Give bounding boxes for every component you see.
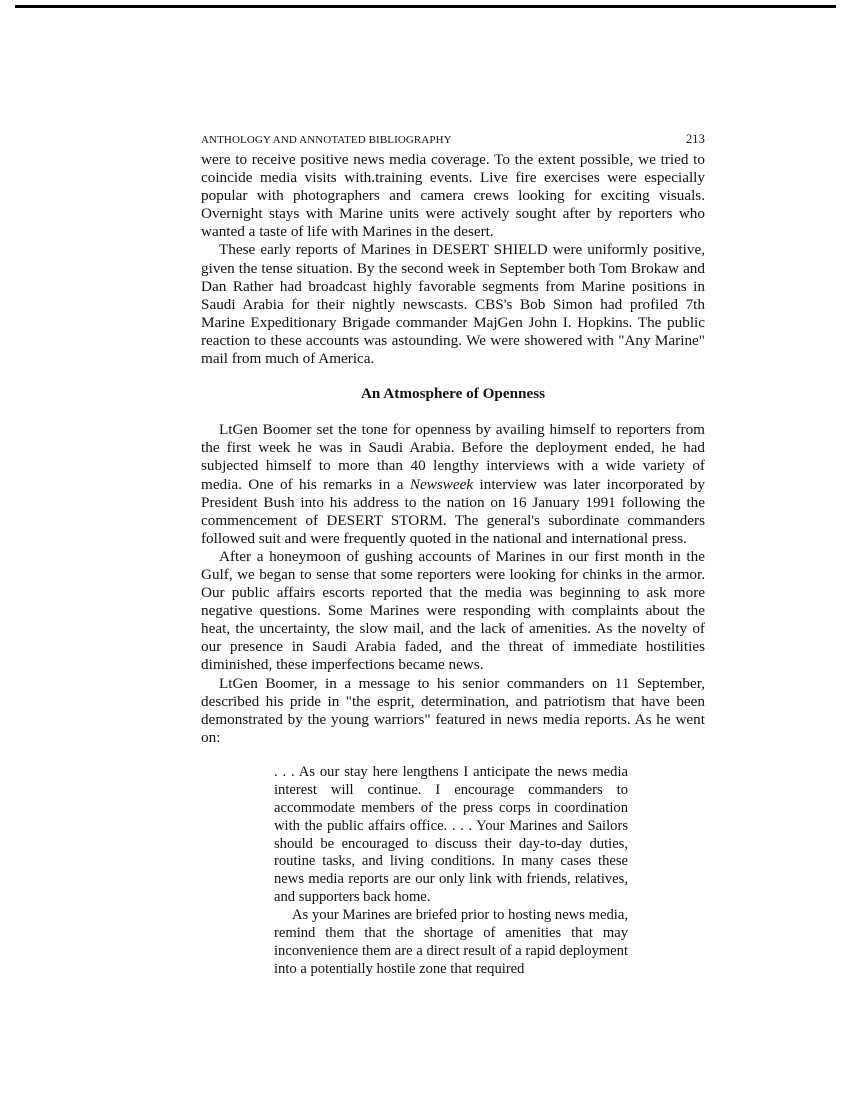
quote-paragraph: As your Marines are briefed prior to hosting news media, remind them that the shortage of amenities that may inconvenience them are a direct result of a rapid deployment into a potentially hostile zone that required (274, 907, 628, 977)
quote-paragraph: . . . As our stay here lengthens I anticipate the news media interest will continue. I encourage commanders to accommodate members of the press corps in coordination with the public affairs office. . . . Your Marines and Sailors should be encouraged to discuss their day-to-day duties, routine tasks, and living conditions. In many cases these news media reports are our only link with friends, relatives, and supporters back home. (274, 763, 628, 906)
publication-title: Newsweek (409, 475, 474, 493)
paragraph-text: interview was later incorporated by President Bush into his address to the nation on 16 January 1991 following the commencement of DESERT STORM. The general's subordinate commanders followed suit and were frequently quoted in the national and international press. (201, 475, 705, 547)
paragraph: LtGen Boomer, in a message to his senior commanders on 11 September, described his pride in "the esprit, determination, and patriotism that have been demonstrated by the young warriors" featured in news media reports. As he went on: (201, 674, 705, 746)
paragraph: After a honeymoon of gushing accounts of Marines in our first month in the Gulf, we began to sense that some reporters were looking for chinks in the armor. Our public affairs escorts reported that the media was beginning to ask more negative questions. Some Marines were responding with complaints about the heat, the uncertainty, the slow mail, and the lack of amenities. As the novelty of our presence in Saudi Arabia faded, and the threat of immediate hostilities diminished, these imperfections became news. (201, 547, 705, 674)
paragraph: These early reports of Marines in DESERT SHIELD were uniformly positive, given the tense situation. By the second week in September both Tom Brokaw and Dan Rather had broadcast highly favorable segments from Marine positions in Saudi Arabia for their nightly newscasts. CBS's Bob Simon had profiled 7th Marine Expeditionary Brigade commander MajGen John I. Hopkins. The public reaction to these accounts was astounding. We were showered with "Any Marine" mail from much of America. (201, 241, 705, 368)
top-rule (15, 5, 836, 8)
paragraph (201, 421, 705, 548)
page-number: 213 (685, 132, 705, 146)
running-head-title: ANTHOLOGY AND ANNOTATED BIBLIOGRAPHY (201, 134, 452, 146)
block-quote (274, 764, 628, 979)
running-head (201, 132, 705, 147)
body-text (201, 151, 705, 979)
section-heading: An Atmosphere of Openness (360, 385, 546, 403)
paragraph: were to receive positive news media coverage. To the extent possible, we tried to coincide media visits with.training events. Live fire exercises were especially popular with photographers and camera crews looking for exciting visuals. Overnight stays with Marine units were actively sought after by reporters who wanted a taste of life with Marines in the desert. (201, 151, 705, 241)
paragraph-text: LtGen Boomer set the tone for openness by availing himself to reporters from the first week he was in Saudi Arabia. Before the deployment ended, he had subjected himself to more than 40 lengthy interviews with a wide variety of media. One of his remarks in a (201, 421, 705, 493)
